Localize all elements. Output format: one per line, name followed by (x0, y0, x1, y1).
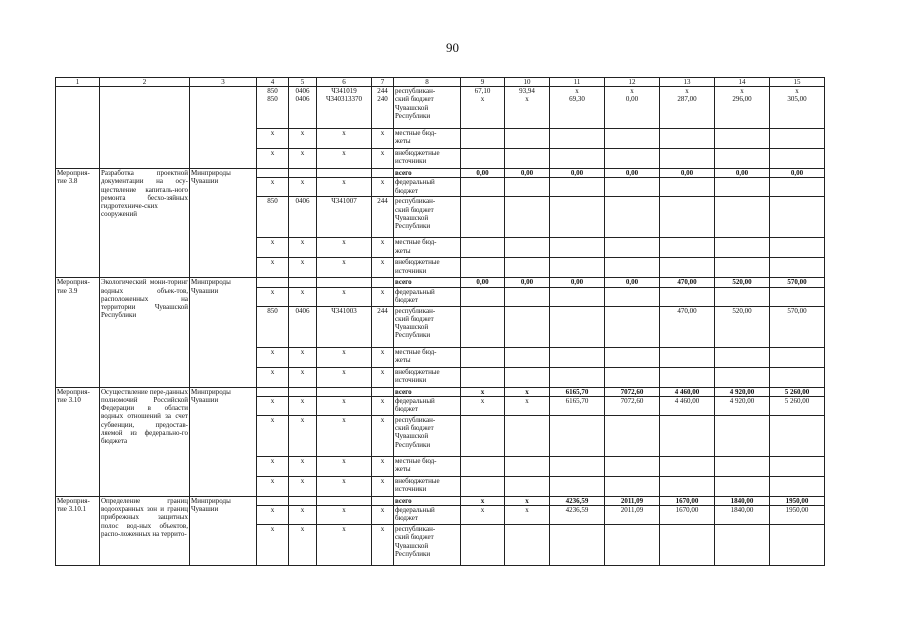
cell-col-8: внебюджетные источники (394, 258, 461, 278)
cell-col-9 (461, 149, 505, 169)
cell-col-7 (372, 387, 394, 396)
cell-col-12 (605, 238, 660, 258)
cell-col-7: 244 (372, 306, 394, 347)
cell-col-14 (715, 525, 770, 566)
cell-col-14: 520,00 (715, 278, 770, 287)
cell-col-4: х (257, 149, 289, 169)
cell-col-11: 0,00 (550, 278, 605, 287)
cell-col-13 (660, 456, 715, 476)
cell-col-4: х (257, 258, 289, 278)
cell-col-11: 4236,59 (550, 496, 605, 505)
cell-col-11 (550, 306, 605, 347)
cell-col-6: х (317, 258, 372, 278)
cell-col-10 (505, 476, 550, 496)
cell-col-4: х (257, 367, 289, 387)
page-number: 90 (446, 40, 459, 55)
cell-col-13: 4 460,00 (660, 396, 715, 415)
cell-col-7: х (372, 238, 394, 258)
cell-col-5: х (289, 178, 317, 197)
cell-col-4: х (257, 396, 289, 415)
cell-col-10 (505, 178, 550, 197)
cell-col-7: х (372, 258, 394, 278)
cell-col-13: 1670,00 (660, 506, 715, 525)
cell-col-5: х (289, 347, 317, 367)
cell-col-11 (550, 238, 605, 258)
cell-col-15 (770, 178, 825, 197)
cell-col-13: 470,00 (660, 278, 715, 287)
cell-col-15 (770, 149, 825, 169)
cell-col-5: х (289, 149, 317, 169)
cell-col-9: х (461, 387, 505, 396)
cell-col-14 (715, 129, 770, 149)
cell-col-13 (660, 367, 715, 387)
cell-col-12: 7072,60 (605, 396, 660, 415)
cell-col-12 (605, 476, 660, 496)
cell-col-15 (770, 129, 825, 149)
cell-col-14: х 296,00 (715, 87, 770, 129)
measure-id: Мероприя- тие 3.8 (56, 169, 100, 278)
cell-col-6: х (317, 396, 372, 415)
cell-col-6 (317, 169, 372, 178)
cell-col-7: х (372, 415, 394, 456)
cell-col-12 (605, 129, 660, 149)
cell-col-8: республикан- ский бюджет Чувашской Республики (394, 415, 461, 456)
cell-col-5: х (289, 258, 317, 278)
responsible-executor: Минприроды Чувашии (190, 387, 257, 496)
cell-col-15 (770, 258, 825, 278)
cell-col-14 (715, 178, 770, 197)
cell-col-15 (770, 347, 825, 367)
cell-col-15 (770, 238, 825, 258)
cell-col-7 (372, 496, 394, 505)
cell-col-5: 0406 (289, 306, 317, 347)
measure-id: Мероприя- тие 3.10 (56, 387, 100, 496)
cell-col-8: республикан- ский бюджет Чувашской Республики (394, 306, 461, 347)
cell-col-11 (550, 197, 605, 238)
cell-col-13 (660, 347, 715, 367)
cell-col-7: х (372, 287, 394, 306)
column-header: 1 (56, 78, 100, 87)
cell-col-9: 0,00 (461, 169, 505, 178)
cell-col-8: федеральный бюджет (394, 287, 461, 306)
column-header: 8 (394, 78, 461, 87)
cell-col-7: х (372, 396, 394, 415)
cell-col-5: х (289, 129, 317, 149)
header-row (56, 78, 825, 87)
cell-col-11 (550, 525, 605, 566)
measure-id: Мероприя- тие 3.10.1 (56, 496, 100, 565)
budget-table (55, 77, 825, 566)
cell-col-15 (770, 415, 825, 456)
cell-col-8: местные бюд- жеты (394, 456, 461, 476)
cell-col-11 (550, 129, 605, 149)
cell-col-5: х (289, 476, 317, 496)
cell-col-6: х (317, 347, 372, 367)
cell-col-8: местные бюд- жеты (394, 129, 461, 149)
cell-col-8: внебюджетные источники (394, 367, 461, 387)
cell-col-12: 0,00 (605, 169, 660, 178)
cell-col-4: х (257, 287, 289, 306)
cell-col-5: 0406 (289, 197, 317, 238)
column-header: 4 (257, 78, 289, 87)
cell-col-5: 0406 0406 (289, 87, 317, 129)
cell-col-12 (605, 197, 660, 238)
cell-col-15: 570,00 (770, 306, 825, 347)
cell-col-4: х (257, 525, 289, 566)
cell-col-14 (715, 238, 770, 258)
cell-col-6 (317, 496, 372, 505)
cell-col-8: всего (394, 169, 461, 178)
cell-col-5: х (289, 238, 317, 258)
cell-col-15 (770, 197, 825, 238)
cell-col-13 (660, 476, 715, 496)
cell-col-5: х (289, 506, 317, 525)
cell-col-7: х (372, 525, 394, 566)
cell-col-6: х (317, 476, 372, 496)
column-header: 11 (550, 78, 605, 87)
cell-col-4 (257, 169, 289, 178)
cell-col-11 (550, 347, 605, 367)
column-header: 15 (770, 78, 825, 87)
cell-col-9 (461, 287, 505, 306)
cell-col-15: 1950,00 (770, 506, 825, 525)
table-row (56, 387, 825, 396)
cell-col-8: внебюджетные источники (394, 149, 461, 169)
cell-col-10 (505, 197, 550, 238)
cell-col-10 (505, 456, 550, 476)
cell-col-12 (605, 149, 660, 169)
column-header: 6 (317, 78, 372, 87)
column-header: 7 (372, 78, 394, 87)
cell-col-11 (550, 149, 605, 169)
cell-col-11 (550, 178, 605, 197)
cell-col-3 (190, 87, 257, 169)
cell-col-7: 244 240 (372, 87, 394, 129)
cell-col-15: 5 260,00 (770, 396, 825, 415)
cell-col-10 (505, 129, 550, 149)
cell-col-12 (605, 178, 660, 197)
responsible-executor: Минприроды Чувашии (190, 278, 257, 387)
cell-col-14 (715, 347, 770, 367)
cell-col-9: х (461, 506, 505, 525)
column-header: 13 (660, 78, 715, 87)
column-header: 2 (100, 78, 190, 87)
cell-col-8: всего (394, 496, 461, 505)
cell-col-11 (550, 258, 605, 278)
cell-col-10 (505, 306, 550, 347)
cell-col-15 (770, 476, 825, 496)
column-header: 3 (190, 78, 257, 87)
column-header: 14 (715, 78, 770, 87)
cell-col-12: 0,00 (605, 278, 660, 287)
cell-col-6: Ч341019 Ч340313370 (317, 87, 372, 129)
cell-col-13 (660, 238, 715, 258)
cell-col-12 (605, 367, 660, 387)
cell-col-9: 67,10 х (461, 87, 505, 129)
cell-col-9 (461, 238, 505, 258)
cell-col-8: всего (394, 387, 461, 396)
cell-col-6 (317, 278, 372, 287)
table-row (56, 278, 825, 287)
cell-col-15: 1950,00 (770, 496, 825, 505)
cell-col-15: 0,00 (770, 169, 825, 178)
cell-col-4: 850 (257, 306, 289, 347)
cell-col-6: х (317, 149, 372, 169)
cell-col-15: х 305,00 (770, 87, 825, 129)
cell-col-10 (505, 258, 550, 278)
cell-col-8: федеральный бюджет (394, 506, 461, 525)
cell-col-7: х (372, 129, 394, 149)
cell-col-9: 0,00 (461, 278, 505, 287)
responsible-executor: Минприроды Чувашии (190, 496, 257, 565)
cell-col-5: х (289, 525, 317, 566)
cell-col-11: 6165,70 (550, 387, 605, 396)
cell-col-4: х (257, 178, 289, 197)
cell-col-14 (715, 197, 770, 238)
cell-col-4: х (257, 506, 289, 525)
cell-col-14: 4 920,00 (715, 396, 770, 415)
cell-col-13 (660, 258, 715, 278)
cell-col-5: х (289, 287, 317, 306)
cell-col-7: х (372, 476, 394, 496)
cell-col-15 (770, 367, 825, 387)
cell-col-9 (461, 129, 505, 149)
cell-col-5 (289, 278, 317, 287)
cell-col-4: х (257, 238, 289, 258)
cell-col-8: всего (394, 278, 461, 287)
cell-col-1 (56, 87, 100, 169)
cell-col-12 (605, 287, 660, 306)
table-row (56, 87, 825, 129)
cell-col-11 (550, 456, 605, 476)
cell-col-10: х (505, 496, 550, 505)
cell-col-4 (257, 387, 289, 396)
cell-col-15 (770, 456, 825, 476)
cell-col-10: х (505, 506, 550, 525)
table-row (56, 169, 825, 178)
cell-col-7: 244 (372, 197, 394, 238)
cell-col-13: 0,00 (660, 169, 715, 178)
cell-col-8: республикан- ский бюджет Чувашской Республики (394, 87, 461, 129)
cell-col-7: х (372, 178, 394, 197)
cell-col-14 (715, 258, 770, 278)
cell-col-9: х (461, 496, 505, 505)
cell-col-4: 850 (257, 197, 289, 238)
cell-col-11 (550, 476, 605, 496)
cell-col-5: х (289, 367, 317, 387)
cell-col-13 (660, 149, 715, 169)
column-header: 12 (605, 78, 660, 87)
cell-col-9 (461, 347, 505, 367)
cell-col-12 (605, 258, 660, 278)
cell-col-12 (605, 456, 660, 476)
cell-col-4 (257, 278, 289, 287)
cell-col-4: х (257, 476, 289, 496)
cell-col-5: х (289, 415, 317, 456)
cell-col-6: Ч341007 (317, 197, 372, 238)
cell-col-11: х 69,30 (550, 87, 605, 129)
cell-col-7: х (372, 367, 394, 387)
cell-col-13: х 287,00 (660, 87, 715, 129)
cell-col-12: 7072,60 (605, 387, 660, 396)
cell-col-7: х (372, 149, 394, 169)
cell-col-14: 1840,00 (715, 506, 770, 525)
cell-col-8: республикан- ский бюджет Чувашской Республики (394, 525, 461, 566)
cell-col-9 (461, 197, 505, 238)
measure-description: Экологический мони-торинг водных объек-тов, расположенных на территории Чувашской Республики (100, 278, 190, 387)
cell-col-12 (605, 347, 660, 367)
cell-col-7: х (372, 347, 394, 367)
cell-col-6: х (317, 456, 372, 476)
cell-col-12 (605, 525, 660, 566)
measure-description: Определение границ водоохранных зон и границ прибрежных защитных полос вод-ных объектов, распо-ложенных на террито- (100, 496, 190, 565)
cell-col-5 (289, 387, 317, 396)
cell-col-14 (715, 287, 770, 306)
cell-col-8: местные бюд- жеты (394, 238, 461, 258)
column-header: 5 (289, 78, 317, 87)
cell-col-11 (550, 287, 605, 306)
measure-description: Разработка проектной документации на осу-ществление капиталь-ного ремонта бесхо-зяйных гидротехниче-ских сооружений (100, 169, 190, 278)
cell-col-15: 5 260,00 (770, 387, 825, 396)
cell-col-10: х (505, 387, 550, 396)
cell-col-6: х (317, 238, 372, 258)
cell-col-14: 520,00 (715, 306, 770, 347)
cell-col-7: х (372, 456, 394, 476)
cell-col-14 (715, 149, 770, 169)
cell-col-13: 1670,00 (660, 496, 715, 505)
cell-col-11: 0,00 (550, 169, 605, 178)
cell-col-5 (289, 169, 317, 178)
cell-col-7: х (372, 506, 394, 525)
cell-col-13 (660, 197, 715, 238)
column-header: 9 (461, 78, 505, 87)
measure-description: Осуществление пере-данных полномочий Российской Федерации в области водных отношений за счет субвенции, предостав-ляемой из федерально-го бюджета (100, 387, 190, 496)
cell-col-6: х (317, 415, 372, 456)
cell-col-9 (461, 456, 505, 476)
cell-col-4: х (257, 456, 289, 476)
cell-col-11 (550, 367, 605, 387)
cell-col-10 (505, 415, 550, 456)
cell-col-11 (550, 415, 605, 456)
cell-col-12 (605, 306, 660, 347)
cell-col-6: х (317, 178, 372, 197)
cell-col-13 (660, 178, 715, 197)
cell-col-13: 4 460,00 (660, 387, 715, 396)
cell-col-15 (770, 287, 825, 306)
cell-col-12: х 0,00 (605, 87, 660, 129)
cell-col-5: х (289, 396, 317, 415)
cell-col-14: 0,00 (715, 169, 770, 178)
cell-col-6: х (317, 129, 372, 149)
cell-col-13 (660, 525, 715, 566)
cell-col-9 (461, 415, 505, 456)
cell-col-13 (660, 287, 715, 306)
cell-col-9 (461, 367, 505, 387)
cell-col-4: 850 850 (257, 87, 289, 129)
cell-col-12 (605, 415, 660, 456)
cell-col-7 (372, 278, 394, 287)
cell-col-8: республикан- ский бюджет Чувашской Республики (394, 197, 461, 238)
cell-col-9 (461, 306, 505, 347)
cell-col-10 (505, 525, 550, 566)
cell-col-8: местные бюд- жеты (394, 347, 461, 367)
cell-col-13 (660, 129, 715, 149)
cell-col-10 (505, 287, 550, 306)
table-row (56, 496, 825, 505)
cell-col-14 (715, 476, 770, 496)
cell-col-10: 93,94 х (505, 87, 550, 129)
cell-col-6: х (317, 367, 372, 387)
cell-col-13 (660, 415, 715, 456)
cell-col-8: федеральный бюджет (394, 396, 461, 415)
cell-col-13: 470,00 (660, 306, 715, 347)
cell-col-6: х (317, 525, 372, 566)
cell-col-5: х (289, 456, 317, 476)
cell-col-9 (461, 258, 505, 278)
cell-col-10: 0,00 (505, 278, 550, 287)
cell-col-4: х (257, 129, 289, 149)
cell-col-5 (289, 496, 317, 505)
column-header: 10 (505, 78, 550, 87)
cell-col-2 (100, 87, 190, 169)
cell-col-8: внебюджетные источники (394, 476, 461, 496)
cell-col-10 (505, 367, 550, 387)
cell-col-9 (461, 525, 505, 566)
cell-col-12: 2011,09 (605, 506, 660, 525)
cell-col-11: 6165,70 (550, 396, 605, 415)
cell-col-8: федеральный бюджет (394, 178, 461, 197)
cell-col-11: 4236,59 (550, 506, 605, 525)
cell-col-15: 570,00 (770, 278, 825, 287)
cell-col-12: 2011,09 (605, 496, 660, 505)
cell-col-10: 0,00 (505, 169, 550, 178)
cell-col-10 (505, 347, 550, 367)
cell-col-10: х (505, 396, 550, 415)
cell-col-14: 1840,00 (715, 496, 770, 505)
cell-col-9 (461, 178, 505, 197)
cell-col-4 (257, 496, 289, 505)
cell-col-4: х (257, 347, 289, 367)
cell-col-6 (317, 387, 372, 396)
cell-col-6: х (317, 506, 372, 525)
cell-col-6: х (317, 287, 372, 306)
responsible-executor: Минприроды Чувашии (190, 169, 257, 278)
cell-col-10 (505, 149, 550, 169)
cell-col-7 (372, 169, 394, 178)
cell-col-9: х (461, 396, 505, 415)
measure-id: Мероприя- тие 3.9 (56, 278, 100, 387)
cell-col-14: 4 920,00 (715, 387, 770, 396)
cell-col-15 (770, 525, 825, 566)
cell-col-10 (505, 238, 550, 258)
cell-col-14 (715, 456, 770, 476)
cell-col-4: х (257, 415, 289, 456)
cell-col-14 (715, 415, 770, 456)
cell-col-9 (461, 476, 505, 496)
cell-col-6: Ч341003 (317, 306, 372, 347)
cell-col-14 (715, 367, 770, 387)
